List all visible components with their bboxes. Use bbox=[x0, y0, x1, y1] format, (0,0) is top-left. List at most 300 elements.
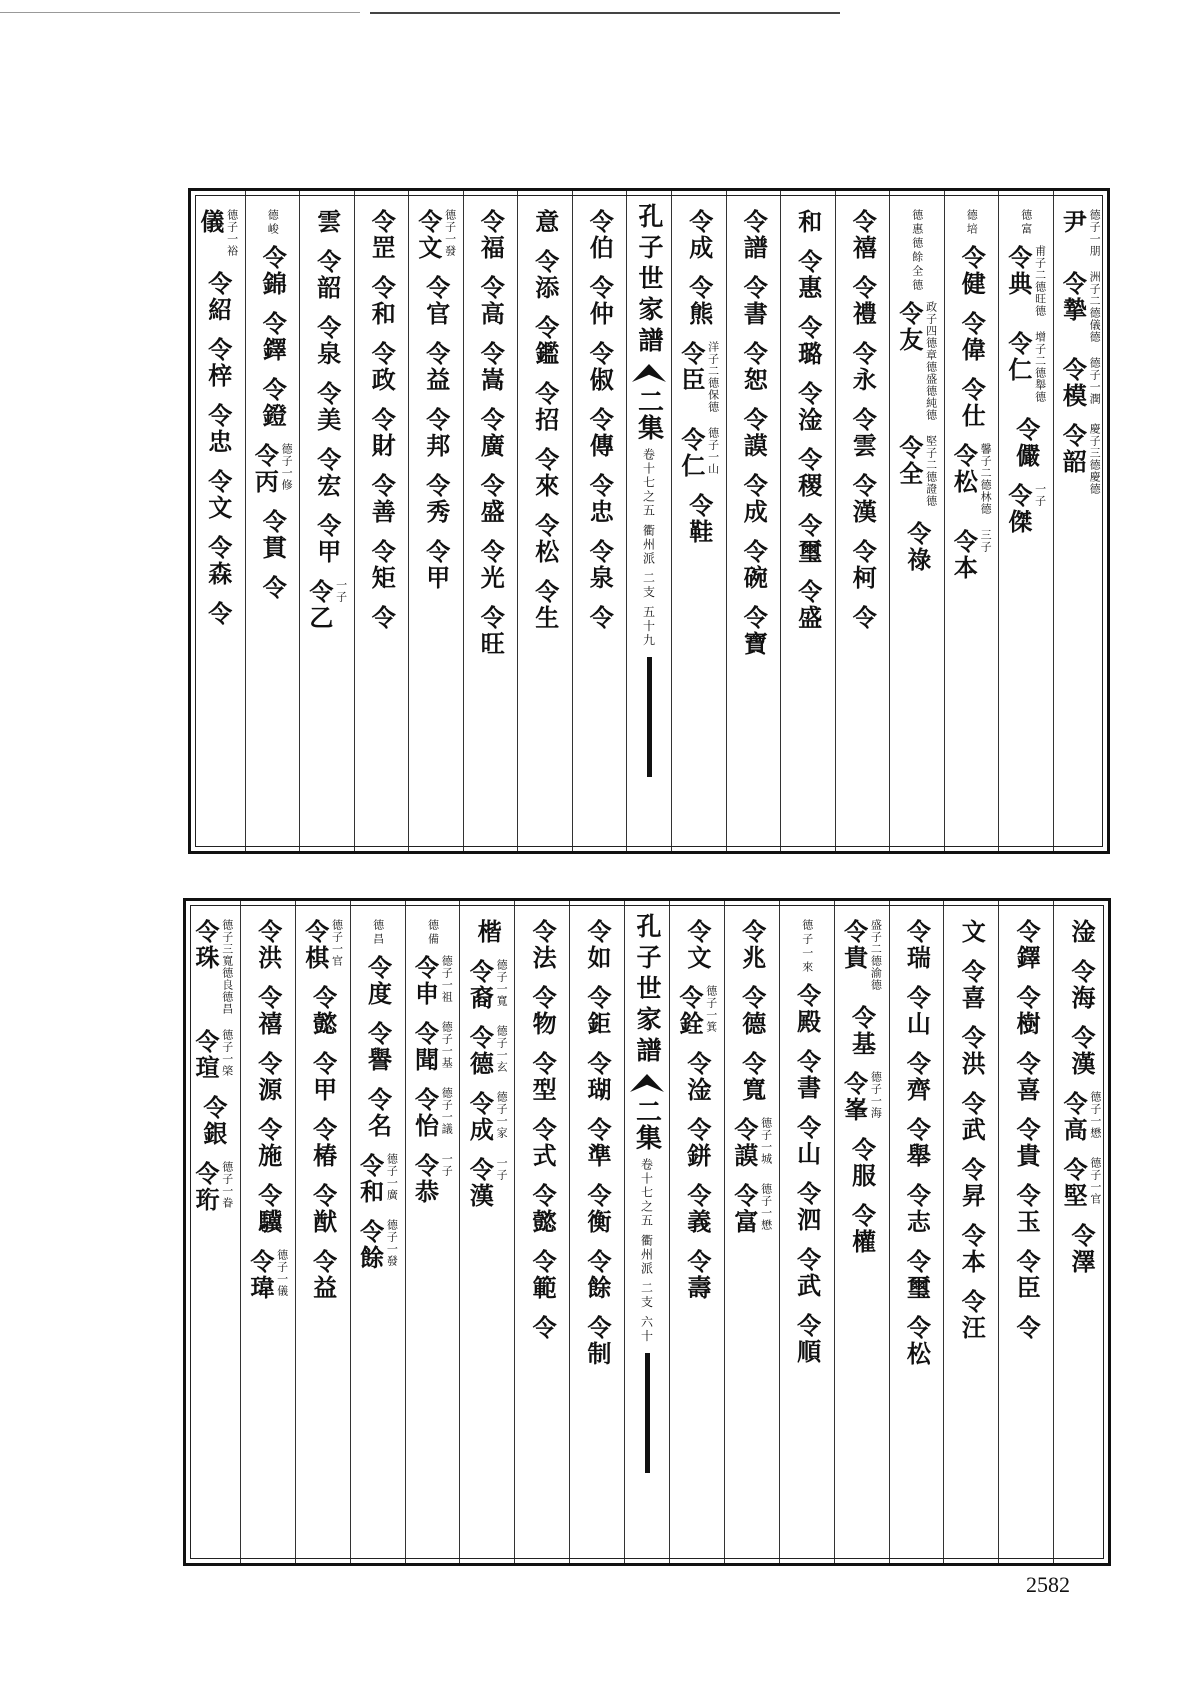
person-entry bbox=[902, 919, 932, 971]
person-entry bbox=[423, 539, 449, 591]
person-name: 令嵩 bbox=[476, 341, 506, 393]
person-name: 令山 bbox=[792, 1115, 822, 1167]
person-entry bbox=[1060, 1157, 1102, 1209]
person-entry bbox=[528, 1051, 558, 1103]
person-entry bbox=[205, 469, 231, 521]
person-entry bbox=[255, 985, 281, 1037]
person-entry bbox=[258, 311, 288, 363]
person-entry bbox=[795, 579, 821, 631]
person-entry bbox=[848, 407, 878, 459]
person-entry bbox=[684, 1051, 710, 1103]
person-name: 令廣 bbox=[476, 407, 506, 459]
column-annotation: 德昌 bbox=[371, 919, 385, 947]
person-entry bbox=[794, 1181, 820, 1233]
person-entry bbox=[686, 209, 712, 261]
person-entry bbox=[310, 1183, 336, 1235]
person-entry bbox=[739, 407, 769, 459]
person-name: 令益 bbox=[421, 341, 451, 393]
person-entry bbox=[532, 579, 558, 631]
person-entry bbox=[957, 919, 987, 945]
person-note: 慶子三德慶德 bbox=[1088, 423, 1102, 495]
person-name: 令璐 bbox=[793, 315, 823, 367]
person-name: 令峯 bbox=[839, 1071, 869, 1123]
person-name: 令忠 bbox=[585, 473, 615, 525]
person-name: 令汪 bbox=[957, 1289, 987, 1341]
genealogy-column bbox=[834, 901, 889, 1563]
person-name: 令乙 bbox=[304, 579, 334, 631]
person-name: 令泉 bbox=[585, 539, 615, 591]
person-entry bbox=[251, 443, 293, 495]
person-entry bbox=[528, 1249, 558, 1301]
person-entry bbox=[1005, 483, 1047, 535]
top-scan-line bbox=[0, 10, 900, 16]
person-note: 德子一發 bbox=[385, 1219, 399, 1267]
person-name: 令志 bbox=[902, 1183, 932, 1235]
genealogy-column bbox=[779, 901, 834, 1563]
person-note: 馨子二德林德 bbox=[979, 443, 993, 515]
person-note: 德子一基 bbox=[440, 1021, 454, 1069]
person-name: 令稷 bbox=[793, 447, 823, 499]
person-name: 令伯 bbox=[585, 209, 615, 261]
genealogy-column bbox=[944, 191, 999, 851]
person-name: 令碗 bbox=[739, 539, 769, 591]
person-name: 令 bbox=[528, 1315, 558, 1341]
person-entry bbox=[310, 985, 336, 1037]
genealogy-page-lower bbox=[183, 898, 1111, 1566]
person-entry bbox=[258, 509, 288, 561]
person-entry bbox=[1005, 331, 1047, 403]
person-name: 令甲 bbox=[421, 539, 451, 591]
person-note: 盛子二德渝德 bbox=[869, 919, 883, 991]
person-entry bbox=[731, 1117, 773, 1169]
person-name: 令驥 bbox=[253, 1183, 283, 1235]
person-name: 令添 bbox=[530, 249, 560, 301]
person-name: 令兆 bbox=[737, 919, 767, 971]
person-entry bbox=[365, 1021, 391, 1073]
person-name: 令成 bbox=[739, 473, 769, 525]
person-name: 令準 bbox=[583, 1117, 613, 1169]
person-name: 令高 bbox=[1059, 1091, 1089, 1143]
person-name: 令漢 bbox=[848, 473, 878, 525]
person-entry bbox=[950, 529, 992, 581]
person-name: 令洪 bbox=[957, 1025, 987, 1077]
person-entry bbox=[739, 985, 765, 1037]
person-entry bbox=[1059, 271, 1101, 343]
person-name: 令錦 bbox=[258, 245, 288, 297]
genealogy-column bbox=[408, 191, 463, 851]
person-name: 令政 bbox=[367, 341, 397, 393]
person-name: 令甲 bbox=[308, 1051, 338, 1103]
person-entry bbox=[686, 493, 712, 545]
genealogy-column bbox=[191, 191, 245, 851]
person-entry bbox=[902, 985, 932, 1037]
volume-label: 二集 bbox=[633, 388, 664, 440]
person-entry bbox=[314, 315, 340, 367]
person-name: 令德 bbox=[737, 985, 767, 1037]
person-entry bbox=[423, 407, 449, 459]
genealogy-column bbox=[517, 191, 572, 851]
person-entry bbox=[848, 275, 878, 327]
person-entry bbox=[1005, 245, 1047, 317]
center-title-column bbox=[626, 191, 671, 851]
genealogy-column bbox=[835, 191, 890, 851]
person-name: 令鐙 bbox=[258, 377, 288, 429]
person-entry bbox=[192, 919, 234, 1015]
person-name: 令怡 bbox=[410, 1087, 440, 1139]
person-name: 儀 bbox=[195, 209, 225, 235]
person-entry bbox=[1012, 985, 1042, 1037]
person-name: 令德 bbox=[465, 1025, 495, 1077]
person-entry bbox=[739, 275, 769, 327]
person-note: 洲子二德儀德 bbox=[1088, 271, 1102, 343]
person-entry bbox=[902, 1117, 932, 1169]
person-entry bbox=[365, 955, 391, 1007]
person-name: 尹 bbox=[1058, 209, 1088, 235]
person-entry bbox=[532, 249, 558, 301]
person-entry bbox=[957, 1157, 987, 1209]
person-name: 令禧 bbox=[848, 209, 878, 261]
person-name: 令 bbox=[848, 605, 878, 631]
person-entry bbox=[310, 1051, 336, 1103]
person-entry bbox=[896, 435, 938, 507]
person-entry bbox=[902, 1249, 932, 1301]
person-name: 令鉼 bbox=[682, 1117, 712, 1169]
person-entry bbox=[205, 337, 231, 389]
person-entry bbox=[1060, 1091, 1102, 1143]
fish-tail-mark-icon bbox=[630, 1074, 664, 1092]
person-entry bbox=[528, 1117, 558, 1169]
person-entry bbox=[1012, 1315, 1042, 1341]
person-entry bbox=[314, 209, 340, 235]
person-name: 令柯 bbox=[848, 539, 878, 591]
person-name: 令玉 bbox=[1012, 1183, 1042, 1235]
person-entry bbox=[739, 1051, 765, 1103]
genealogy-column bbox=[459, 901, 514, 1563]
person-entry bbox=[957, 1091, 987, 1143]
person-entry bbox=[466, 959, 508, 1011]
person-name: 令模 bbox=[1058, 357, 1088, 409]
person-name: 楷 bbox=[473, 919, 503, 945]
genealogy-column bbox=[889, 191, 944, 851]
person-entry bbox=[739, 473, 769, 525]
person-entry bbox=[367, 605, 397, 631]
person-name: 令祿 bbox=[902, 521, 932, 573]
person-name: 令聞 bbox=[410, 1021, 440, 1073]
person-name: 令餘 bbox=[355, 1219, 385, 1271]
person-entry bbox=[476, 341, 506, 393]
person-name: 令基 bbox=[847, 1005, 877, 1057]
person-name: 令貫 bbox=[258, 509, 288, 561]
person-entry bbox=[848, 473, 878, 525]
person-name: 令雲 bbox=[848, 407, 878, 459]
person-note: 一子 bbox=[334, 579, 348, 603]
person-name: 令泗 bbox=[792, 1181, 822, 1233]
person-entry bbox=[466, 1091, 508, 1143]
person-name: 令友 bbox=[894, 301, 924, 353]
person-name: 令淦 bbox=[682, 1051, 712, 1103]
person-name: 令文 bbox=[203, 469, 233, 521]
person-note: 德子一寬 bbox=[495, 959, 509, 1007]
person-entry bbox=[794, 1313, 820, 1365]
person-name: 令摯 bbox=[1058, 271, 1088, 323]
center-title-column bbox=[624, 901, 669, 1563]
person-entry bbox=[200, 1095, 226, 1147]
person-note: 德子一玄 bbox=[495, 1025, 509, 1073]
person-name: 令源 bbox=[253, 1051, 283, 1103]
genealogy-column bbox=[240, 901, 295, 1563]
person-entry bbox=[302, 919, 344, 971]
person-name: 令服 bbox=[847, 1137, 877, 1189]
person-name: 令成 bbox=[465, 1091, 495, 1143]
person-entry bbox=[466, 1025, 508, 1077]
margin-rule bbox=[645, 1353, 650, 1473]
person-entry bbox=[528, 919, 558, 971]
person-entry bbox=[367, 275, 397, 327]
person-name: 令度 bbox=[363, 955, 393, 1007]
person-name: 令書 bbox=[792, 1049, 822, 1101]
person-name: 令恕 bbox=[739, 341, 769, 393]
person-name: 令珩 bbox=[191, 1161, 221, 1213]
person-entry bbox=[795, 249, 821, 301]
person-name: 令書 bbox=[739, 275, 769, 327]
chapter-meta: 卷十七之五 衢州派 二支 六十 bbox=[639, 1158, 654, 1344]
person-entry bbox=[476, 407, 506, 459]
genealogy-column bbox=[405, 901, 460, 1563]
person-entry bbox=[585, 275, 615, 327]
person-entry bbox=[1059, 423, 1101, 495]
genealogy-column bbox=[186, 901, 240, 1563]
person-entry bbox=[678, 427, 720, 479]
person-name: 令紹 bbox=[203, 271, 233, 323]
person-note: 德子一箕 bbox=[704, 985, 718, 1033]
person-entry bbox=[902, 1051, 932, 1103]
person-name: 令璽 bbox=[902, 1249, 932, 1301]
person-name: 令盛 bbox=[476, 473, 506, 525]
person-name: 令型 bbox=[528, 1051, 558, 1103]
person-entry bbox=[1059, 209, 1101, 257]
person-name: 令璽 bbox=[793, 513, 823, 565]
person-note: 三子 bbox=[979, 529, 993, 553]
person-entry bbox=[794, 983, 820, 1035]
person-name: 令義 bbox=[682, 1183, 712, 1235]
person-note: 德子一廣 bbox=[385, 1153, 399, 1201]
person-name: 令永 bbox=[848, 341, 878, 393]
person-name: 令懿 bbox=[308, 985, 338, 1037]
genealogy-column bbox=[1053, 191, 1108, 851]
person-name: 令松 bbox=[949, 443, 979, 495]
person-note: 德子一官 bbox=[330, 919, 344, 967]
person-name: 令矩 bbox=[367, 539, 397, 591]
person-note: 德子一儀 bbox=[275, 1249, 289, 1297]
person-note: 一子 bbox=[440, 1153, 454, 1177]
person-entry bbox=[585, 209, 615, 261]
person-name: 令甲 bbox=[312, 513, 342, 565]
person-name: 令珠 bbox=[191, 919, 221, 971]
person-name: 令松 bbox=[530, 513, 560, 565]
person-name: 令惠 bbox=[793, 249, 823, 301]
fish-tail-mark-icon bbox=[632, 364, 666, 382]
person-entry bbox=[957, 1025, 987, 1077]
person-name: 令銀 bbox=[198, 1095, 228, 1147]
person-entry bbox=[795, 447, 821, 499]
person-entry bbox=[795, 209, 821, 235]
person-entry bbox=[1012, 1249, 1042, 1301]
person-note: 德子一海 bbox=[869, 1071, 883, 1119]
person-entry bbox=[255, 1117, 281, 1169]
person-name: 令官 bbox=[421, 275, 451, 327]
person-name: 令恭 bbox=[410, 1153, 440, 1205]
person-name: 令 bbox=[258, 575, 288, 601]
genealogy-column bbox=[998, 191, 1053, 851]
person-note: 甫子二德旺德 bbox=[1033, 245, 1047, 317]
person-note: 德子一棨 bbox=[220, 1029, 234, 1077]
person-entry bbox=[476, 209, 506, 261]
person-name: 令招 bbox=[530, 381, 560, 433]
person-name: 令喜 bbox=[1012, 1051, 1042, 1103]
person-name: 令俶 bbox=[585, 341, 615, 393]
person-name: 令瑄 bbox=[191, 1029, 221, 1081]
person-name: 令文 bbox=[682, 919, 712, 971]
genealogy-column bbox=[998, 901, 1053, 1563]
person-entry bbox=[532, 447, 558, 499]
person-entry bbox=[476, 473, 506, 525]
genealogy-column bbox=[354, 191, 409, 851]
person-entry bbox=[739, 539, 769, 591]
person-note: 德子一官 bbox=[1088, 1157, 1102, 1205]
person-entry bbox=[739, 605, 769, 657]
person-entry bbox=[841, 1071, 883, 1123]
person-entry bbox=[848, 605, 878, 631]
person-name: 令猷 bbox=[308, 1183, 338, 1235]
person-name: 令餘 bbox=[583, 1249, 613, 1301]
person-entry bbox=[255, 919, 281, 971]
person-entry bbox=[583, 1315, 613, 1367]
person-note: 堅子二德證德 bbox=[924, 435, 938, 507]
person-name: 令仁 bbox=[1003, 331, 1033, 383]
person-name: 令生 bbox=[530, 579, 560, 631]
person-name: 和 bbox=[793, 209, 823, 235]
person-note: 德子一懋 bbox=[759, 1183, 773, 1231]
person-entry bbox=[357, 1219, 399, 1271]
person-name: 令善 bbox=[367, 473, 397, 525]
person-entry bbox=[476, 605, 506, 657]
person-entry bbox=[258, 245, 288, 297]
person-note: 洋子二德保德 bbox=[706, 341, 720, 413]
person-name: 令本 bbox=[957, 1223, 987, 1275]
person-name: 令樹 bbox=[1012, 985, 1042, 1037]
person-name: 令物 bbox=[528, 985, 558, 1037]
person-name: 令 bbox=[367, 605, 397, 631]
person-name: 令高 bbox=[476, 275, 506, 327]
person-entry bbox=[1059, 357, 1101, 409]
genealogy-column bbox=[1053, 901, 1108, 1563]
person-name: 令昇 bbox=[957, 1157, 987, 1209]
person-entry bbox=[412, 1153, 454, 1205]
person-name: 令名 bbox=[363, 1087, 393, 1139]
person-entry bbox=[902, 1315, 932, 1367]
person-name: 令禮 bbox=[848, 275, 878, 327]
column-annotation: 德惠德餘全德 bbox=[910, 209, 924, 293]
genealogy-column bbox=[350, 901, 405, 1563]
person-note: 德子一裕 bbox=[225, 209, 239, 257]
person-entry bbox=[676, 985, 718, 1037]
person-name: 令鑑 bbox=[530, 315, 560, 367]
person-entry bbox=[849, 1203, 875, 1255]
person-name: 令裔 bbox=[465, 959, 495, 1011]
margin-rule bbox=[647, 657, 652, 777]
person-name: 令衡 bbox=[583, 1183, 613, 1235]
person-entry bbox=[585, 341, 615, 393]
person-entry bbox=[950, 443, 992, 515]
person-name: 令秀 bbox=[421, 473, 451, 525]
person-name: 令殿 bbox=[792, 983, 822, 1035]
person-name: 令喜 bbox=[957, 959, 987, 1011]
column-annotation: 德備 bbox=[426, 919, 440, 947]
person-name: 令邦 bbox=[421, 407, 451, 459]
person-name: 令制 bbox=[583, 1315, 613, 1367]
person-name: 令施 bbox=[253, 1117, 283, 1169]
genealogy-column bbox=[726, 191, 781, 851]
person-entry bbox=[532, 315, 558, 367]
person-entry bbox=[367, 473, 397, 525]
person-name: 令棋 bbox=[300, 919, 330, 971]
person-name: 令梓 bbox=[203, 337, 233, 389]
person-name: 文 bbox=[957, 919, 987, 945]
person-name: 令鐸 bbox=[258, 311, 288, 363]
person-name: 令式 bbox=[528, 1117, 558, 1169]
person-name: 令美 bbox=[312, 381, 342, 433]
genealogy-column bbox=[671, 191, 726, 851]
person-entry bbox=[904, 521, 930, 573]
person-name: 雲 bbox=[312, 209, 342, 235]
genealogy-column bbox=[299, 191, 354, 851]
person-name: 令武 bbox=[957, 1091, 987, 1143]
person-note: 德子一家 bbox=[495, 1091, 509, 1139]
person-name: 令傑 bbox=[1003, 483, 1033, 535]
person-note: 一子 bbox=[1033, 483, 1047, 507]
person-entry bbox=[585, 605, 615, 631]
person-entry bbox=[841, 919, 883, 991]
person-name: 令澤 bbox=[1067, 1223, 1097, 1275]
person-note: 德子一城 bbox=[759, 1117, 773, 1165]
person-name: 令鞋 bbox=[684, 493, 714, 545]
person-name: 令成 bbox=[684, 209, 714, 261]
person-note: 一子 bbox=[495, 1157, 509, 1181]
page-number: 2582 bbox=[1026, 1572, 1070, 1597]
person-entry bbox=[583, 1249, 613, 1301]
person-name: 令旺 bbox=[476, 605, 506, 657]
person-entry bbox=[205, 601, 231, 627]
person-entry bbox=[684, 1117, 710, 1169]
person-entry bbox=[205, 403, 231, 455]
person-name: 令光 bbox=[476, 539, 506, 591]
person-name: 令申 bbox=[410, 955, 440, 1007]
person-name: 令本 bbox=[949, 529, 979, 581]
person-entry bbox=[678, 341, 720, 413]
person-entry bbox=[367, 341, 397, 393]
book-title: 孔子世家譜 bbox=[635, 203, 664, 358]
genealogy-column bbox=[889, 901, 944, 1563]
person-name: 令貴 bbox=[839, 919, 869, 971]
person-name: 令財 bbox=[367, 407, 397, 459]
person-entry bbox=[957, 959, 987, 1011]
genealogy-column bbox=[245, 191, 300, 851]
person-entry bbox=[583, 1051, 613, 1103]
person-entry bbox=[585, 407, 615, 459]
person-name: 令忠 bbox=[203, 403, 233, 455]
person-note: 德子三寬德良德昌 bbox=[220, 919, 234, 1015]
person-name: 令譽 bbox=[363, 1021, 393, 1073]
